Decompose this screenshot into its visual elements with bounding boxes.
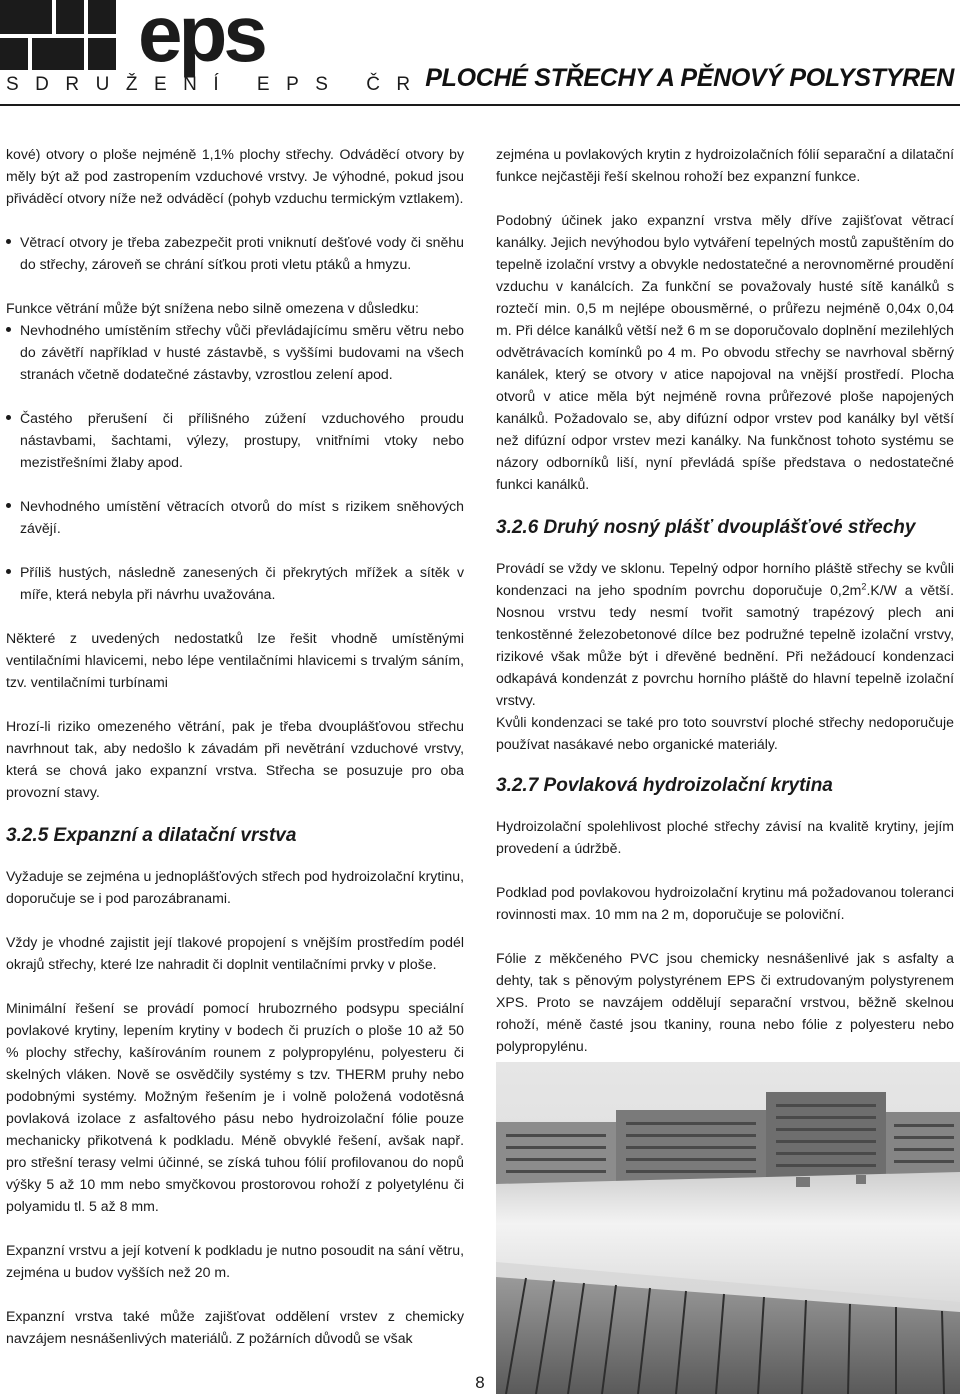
roof-photo: [496, 1062, 960, 1394]
paragraph: Fólie z měkčeného PVC jsou chemicky nesnášenlivé jak s asfalty a dehty, tak s pěnovým polystyrénem EPS či extrudovaným polystyrenem XPS. Proto se navzájem oddělují separační vrstvou, běžně skelnou rohoží, méně časté jsou tkaniny, rouna nebo fólie z polyesteru nebo polypropylénu.: [496, 950, 954, 1054]
paragraph: Expanzní vrstvu a její kotvení k podkladu je nutno posoudit na sání větru, zejména u budov vyšších než 20 m.: [6, 1242, 464, 1280]
paragraph: kové) otvory o ploše nejméně 1,1% plochy střechy. Odváděcí otvory by měly být až pod zastropením vzduchové vrstvy. Je výhodné, pokud jsou přiváděcí otvory níže než odváděcí (pohyb vzduchu termickým vztlakem).: [6, 146, 464, 206]
paragraph: Expanzní vrstva také může zajišťovat oddělení vrstev z chemicky navzájem nesnášenlivých materiálů. Z požárních důvodů se však: [6, 1308, 464, 1346]
paragraph: Hrozí-li riziko omezeného větrání, pak je třeba dvouplášťovou střechu navrhnout tak, aby nedošlo k závadám při nevětrání vzduchové vrstvy, která se chová jako expanzní vrstva. Střecha se posuzuje pro oba provozní stavy.: [6, 718, 464, 800]
header-divider: [0, 104, 960, 106]
bullet-item: Nevhodného umístění větracích otvorů do míst s rizikem sněhových závějí.: [6, 495, 464, 539]
paragraph: Vyžaduje se zejména u jednoplášťových střech pod hydroizolační krytinu, doporučuje se i pod parozábranami.: [6, 868, 464, 906]
paragraph: Hydroizolační spolehlivost ploché střechy závisí na kvalitě krytiny, jejím provedení a údržbě.: [496, 818, 954, 856]
paragraph: Kvůli kondenzaci se také pro toto souvrství ploché střechy nedoporučuje používat nasákavé nebo organické materiály.: [496, 714, 954, 752]
logo-squares-icon: [0, 0, 120, 70]
paragraph: Některé z uvedených nedostatků lze řešit vhodně umístěnými ventilačními hlavicemi, nebo lépe ventilačními hlavicemi s trvalým sáním, tzv. ventilačními turbínami: [6, 630, 464, 690]
paragraph: [496, 557, 954, 711]
paragraph: Podobný účinek jako expanzní vrstva měly dříve zajišťovat větrací kanálky. Jejich nevýhodou bylo vytváření tepelných mostů zapuštěním do tepelně izolační vrstvy a obvykle nedostatečné a nerovnoměrné proudění vzduchu v kanálcích. Za funkční se považovaly husté sítě kanálků s roztečí min. 0,5 m nejlépe obousměrné, o průřezu nejméně 0,04x 0,04 m. Při délce kanálků větší než 6 m se doporučovalo doplnění mezilehlých odvětrávacích komínků po 4 m. Po obvodu střechy se navrhoval sběrný kanálek, který se otvory v atice napojoval na vnější prostředí. Plocha otvorů v atice měla být nejméně rovna průřezové ploše napojených kanálků. Požadovalo se, aby difúzní odpor vrstev pod kanálky byl větší než difúzní odpor vrstev mezi kanálky. Na funkčnost tohoto systému se názory odborníků liší, nyní převládá spíše představa o nedostatečné funkci kanálků.: [496, 212, 954, 492]
section-heading-3-2-7: 3.2.7 Povlaková hydroizolační krytina: [496, 775, 833, 796]
bullet-item: Nevhodného umístěním střechy vůči převládajícímu směru větru nebo do závětří například v husté zástavbě, s vyššími budovami na všech stranách včetně dodatečné zástavby, vzrostlou zelení apod.: [6, 319, 464, 385]
left-column: [6, 143, 464, 1349]
paragraph: Podklad pod povlakovou hydroizolační krytinu má požadovanou toleranci rovinnosti max. 10 mm na 2 m, doporučuje se poloviční.: [496, 884, 954, 922]
right-column: [496, 143, 954, 1103]
bullet-item: Častého přerušení či přílišného zúžení vzduchového proudu nástavbami, šachtami, výlezy, prostupy, vnitřními vtoky nebo mezistřešními žlaby apod.: [6, 407, 464, 473]
paragraph: zejména u povlakových krytin z hydroizolačních fólií separační a dilatační funkce nejčastěji řeší skelnou rohoží bez expanzní funkce.: [496, 146, 954, 184]
logo-subtitle: SDRUŽENÍ EPS ČR: [6, 74, 427, 95]
bullet-item: Větrací otvory je třeba zabezpečit proti vniknutí dešťové vody či sněhu do střechy, zároveň se chrání síťkou proti vletu ptáků a hmyzu.: [6, 231, 464, 275]
bullet-item: Příliš hustých, následně zanesených či překrytých mřížek a sítěk v míře, která nebyla při návrhu uvažována.: [6, 561, 464, 605]
paragraph: Vždy je vhodné zajistit její tlakové propojení s vnějším prostředím podél okrajů střechy, které lze nahradit či doplnit ventilačními prvky v ploše.: [6, 934, 464, 972]
superscript: 2: [861, 581, 867, 592]
paragraph: Funkce větrání může být snížena nebo silně omezena v důsledku:: [6, 300, 419, 316]
logo-eps: eps: [138, 0, 264, 78]
section-heading-3-2-6: 3.2.6 Druhý nosný plášť dvouplášťové střechy: [496, 517, 916, 538]
text-run: Provádí se vždy ve sklonu. Tepelný odpor horního pláště střechy se kvůli kondenzaci na jeho spodním povrchu doporučuje 0,2m: [496, 560, 954, 598]
section-heading-3-2-5: 3.2.5 Expanzní a dilatační vrstva: [6, 825, 297, 846]
text-run: .K/W a větší. Nosnou vrstvu tedy nesmí tvořit samotný trapézový plech ani tenkostěnné železobetonové dílce bez podružné tepelně izolační vrstvy, rizikové však může být i dřevěné bednění. Při nežádoucí kondenzaci odkapává kondenzát z povrchu horního pláště do hlavní tepelně izolační vrstvy.: [496, 582, 954, 708]
paragraph: Minimální řešení se provádí pomocí hrubozrného podsypu speciální povlakové krytiny, lepením krytiny v bodech či pruzích o ploše 10 až 50 % plochy střechy, kašírováním rounem z polypropylénu, polyesteru či skelných vláken. Nově se osvědčily systémy s tzv. THERM pruhy nebo podobnými systémy. Možným řešením je i volně položená vodotěsná povlaková izolace z asfaltového pásu nebo hydroizolační fólie pouze mechanicky přikotvená k podkladu. Méně obvyklé řešení, avšak např. pro střešní terasy velmi účinné, se získá tuhou fólií profilovanou do nopů výšky 5 až 10 mm nebo smyčkovou prostorovou rohoží z polyetylénu či polyamidu tl. 5 až 8 mm.: [6, 1000, 464, 1214]
page-header-title: PLOCHÉ STŘECHY A PĚNOVÝ POLYSTYREN: [425, 64, 954, 92]
page-number: 8: [475, 1373, 485, 1392]
